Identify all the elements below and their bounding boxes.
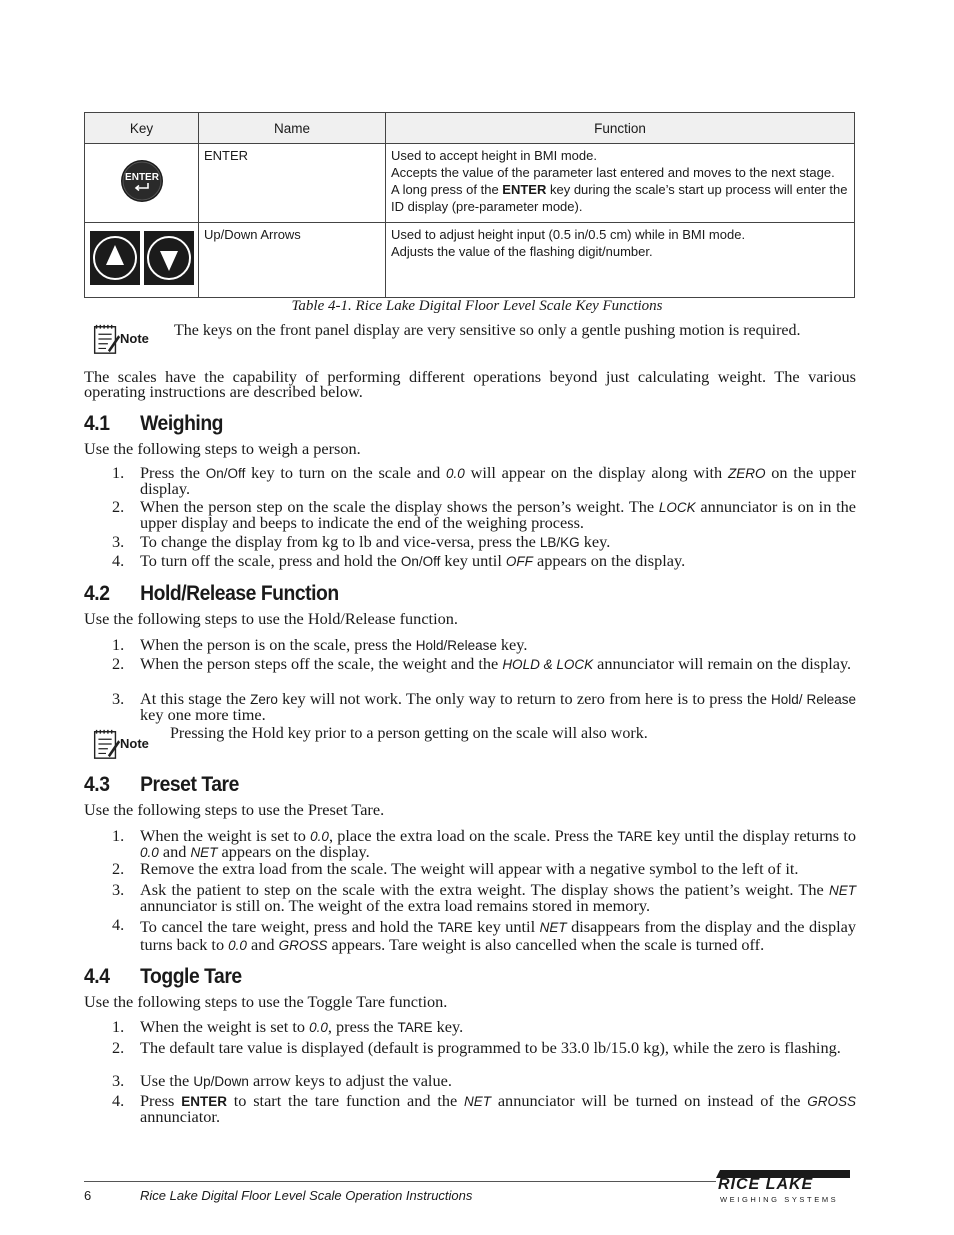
up-down-arrow-keys-icon bbox=[90, 231, 194, 285]
section-lead: Use the following steps to use the Hold/Release function. bbox=[84, 609, 458, 628]
col-header-function: Function bbox=[386, 113, 855, 144]
note-block bbox=[90, 727, 149, 761]
table-row bbox=[85, 144, 855, 223]
row-name: Up/Down Arrows bbox=[199, 223, 386, 298]
section-heading-4-4: 4.4 Toggle Tare bbox=[84, 965, 242, 988]
row-function: Used to adjust height input (0.5 in/0.5 cm) while in BMI mode. Adjusts the value of the flashing digit/number. bbox=[386, 223, 855, 298]
footer-rule bbox=[84, 1181, 716, 1182]
page-number: 6 bbox=[84, 1188, 92, 1203]
logo-wordmark: RICE LAKE bbox=[718, 1176, 814, 1193]
intro-paragraph: The scales have the capability of performing different operations beyond just calculating weight. The various operating instructions are described below. bbox=[84, 367, 856, 401]
table-caption: Table 4-1. Rice Lake Digital Floor Level Scale Key Functions bbox=[291, 298, 663, 314]
section-lead: Use the following steps to use the Toggle Tare function. bbox=[84, 992, 448, 1011]
section-heading-4-2: 4.2 Hold/Release Function bbox=[84, 582, 339, 605]
section-heading-4-3: 4.3 Preset Tare bbox=[84, 773, 239, 796]
row-function: Used to accept height in BMI mode. Accepts the value of the parameter last entered and moves to the next stage. A long press of the ENTER key during the scale’s start up process will enter the ID display (pre-parameter mode). bbox=[386, 144, 855, 223]
rice-lake-logo bbox=[716, 1168, 854, 1208]
note-text: Pressing the Hold key prior to a person getting on the scale will also work. bbox=[170, 725, 648, 742]
section-heading-4-1: 4.1 Weighing bbox=[84, 412, 224, 435]
section-lead: Use the following steps to use the Preset Tare. bbox=[84, 800, 385, 819]
note-block bbox=[90, 322, 149, 356]
note-label: Note bbox=[120, 331, 149, 346]
table-row bbox=[85, 223, 855, 298]
logo-subtitle: WEIGHING SYSTEMS bbox=[720, 1195, 839, 1204]
enter-key-icon bbox=[120, 159, 164, 203]
arrow-keys-cell bbox=[85, 223, 199, 298]
enter-key-cell bbox=[85, 144, 199, 223]
note-text: The keys on the front panel display are very sensitive so only a gentle pushing motion is required. bbox=[174, 322, 801, 339]
col-header-key: Key bbox=[85, 113, 199, 144]
note-icon bbox=[90, 727, 122, 761]
col-header-name: Name bbox=[199, 113, 386, 144]
enter-key-glyph: ENTER bbox=[124, 172, 159, 183]
key-functions-table bbox=[84, 112, 855, 298]
note-label: Note bbox=[120, 736, 149, 751]
footer-title: Rice Lake Digital Floor Level Scale Operation Instructions bbox=[140, 1188, 473, 1203]
section-lead: Use the following steps to weigh a person. bbox=[84, 439, 361, 458]
note-icon bbox=[90, 322, 122, 356]
row-name: ENTER bbox=[199, 144, 386, 223]
